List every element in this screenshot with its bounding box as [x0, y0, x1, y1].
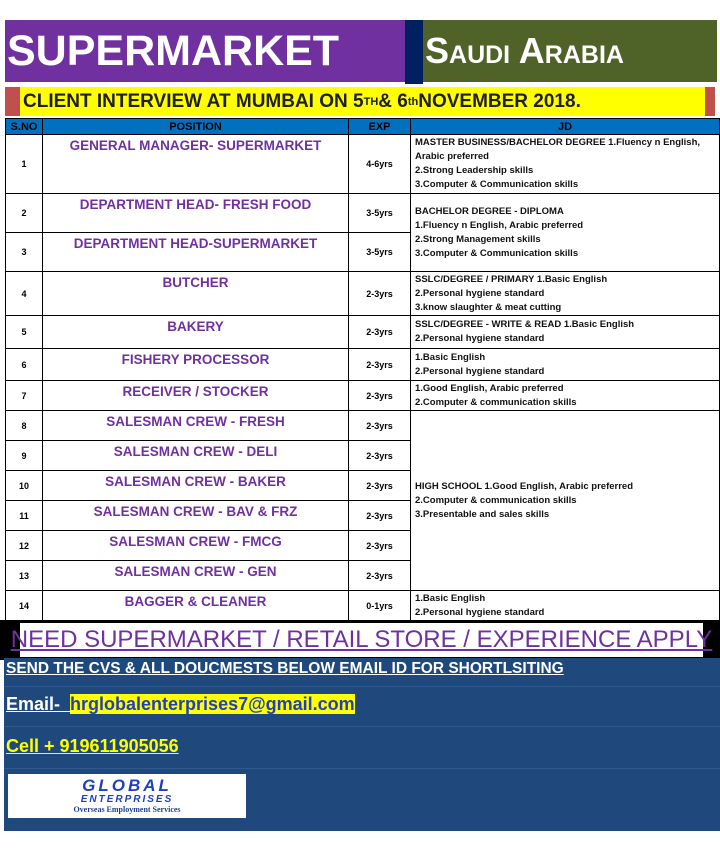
- jobs-table: [5, 118, 720, 621]
- row-position: RECEIVER / STOCKER: [43, 381, 349, 411]
- row-position: SALESMAN CREW - FMCG: [43, 531, 349, 561]
- row-position: SALESMAN CREW - DELI: [43, 441, 349, 471]
- row-jd: BACHELOR DEGREE - DIPLOMA 1.Fluency n English, Arabic preferred 2.Strong Management skills 3.Computer & Communication skills: [411, 194, 720, 272]
- row-jd: 1.Basic English 2.Personal hygiene standard: [411, 591, 720, 621]
- row-sno: 11: [6, 501, 43, 531]
- row-exp: 3-5yrs: [349, 233, 411, 272]
- sup-th: TH: [363, 95, 379, 108]
- title-divider: [405, 20, 423, 84]
- logo-line2: ENTERPRISES: [80, 794, 174, 805]
- contact-panel: [4, 658, 720, 831]
- table-row: [6, 272, 720, 316]
- logo-line3: Overseas Employment Services: [73, 805, 181, 814]
- row-exp: 3-5yrs: [349, 194, 411, 233]
- title-supermarket: SUPERMARKET: [5, 20, 405, 84]
- row-position: SALESMAN CREW - GEN: [43, 561, 349, 591]
- row-exp: 2-3yrs: [349, 411, 411, 441]
- apply-banner: [0, 620, 720, 660]
- row-sno: 13: [6, 561, 43, 591]
- row-jd: SSLC/DEGREE - WRITE & READ 1.Basic English 2.Personal hygiene standard: [411, 316, 720, 349]
- row-exp: 2-3yrs: [349, 441, 411, 471]
- row-jd: 1.Good English, Arabic preferred 2.Computer & communication skills: [411, 381, 720, 411]
- row-jd: 1.Basic English 2.Personal hygiene standard: [411, 349, 720, 381]
- email-link[interactable]: hrglobalenterprises7@gmail.com: [70, 694, 355, 714]
- header-jd: JD: [411, 119, 720, 135]
- row-exp: 2-3yrs: [349, 471, 411, 501]
- row-exp: 2-3yrs: [349, 349, 411, 381]
- header-sno: S.NO: [6, 119, 43, 135]
- interview-banner: [5, 87, 715, 116]
- row-sno: 7: [6, 381, 43, 411]
- row-sno: 2: [6, 194, 43, 233]
- row-position: BAGGER & CLEANER: [43, 591, 349, 621]
- row-sno: 14: [6, 591, 43, 621]
- email-label: Email-: [6, 694, 61, 714]
- row-position: DEPARTMENT HEAD-SUPERMARKET: [43, 233, 349, 272]
- send-instructions: SEND THE CVS & ALL DOUCMESTS BELOW EMAIL ID FOR SHORTLSITING: [6, 660, 564, 677]
- logo-line1: GLOBAL: [82, 776, 172, 795]
- interview-text: [20, 87, 705, 116]
- row-position: SALESMAN CREW - BAKER: [43, 471, 349, 501]
- header-position: POSITION: [43, 119, 349, 135]
- cell-number[interactable]: Cell + 919611905056: [6, 736, 179, 756]
- table-row: [6, 349, 720, 381]
- row-jd: MASTER BUSINESS/BACHELOR DEGREE 1.Fluency n English, Arabic preferred 2.Strong Leadership skills 3.Computer & Communication skills: [411, 135, 720, 194]
- table-row: [6, 591, 720, 621]
- divider: [4, 726, 720, 727]
- row-exp: 0-1yrs: [349, 591, 411, 621]
- row-sno: 3: [6, 233, 43, 272]
- row-exp: 2-3yrs: [349, 272, 411, 316]
- apply-text: NEED SUPERMARKET / RETAIL STORE / EXPERIENCE APPLY: [20, 623, 703, 657]
- row-exp: 2-3yrs: [349, 316, 411, 349]
- row-position: DEPARTMENT HEAD- FRESH FOOD: [43, 194, 349, 233]
- title-banner: [5, 20, 717, 84]
- sup-th2: th: [407, 95, 419, 108]
- divider: [4, 686, 720, 687]
- row-exp: 2-3yrs: [349, 501, 411, 531]
- row-position: BUTCHER: [43, 272, 349, 316]
- table-row: [6, 135, 720, 194]
- interview-text-mid: & 6: [378, 90, 408, 112]
- table-row: [6, 316, 720, 349]
- email-row: [6, 694, 355, 715]
- row-position: SALESMAN CREW - BAV & FRZ: [43, 501, 349, 531]
- interview-text-pre: CLIENT INTERVIEW AT MUMBAI ON 5: [23, 90, 364, 112]
- title-saudi-arabia: Saudi Arabia: [423, 20, 717, 84]
- row-position: BAKERY: [43, 316, 349, 349]
- row-position: FISHERY PROCESSOR: [43, 349, 349, 381]
- row-exp: 2-3yrs: [349, 561, 411, 591]
- row-exp: 2-3yrs: [349, 381, 411, 411]
- row-jd: SSLC/DEGREE / PRIMARY 1.Basic English 2.Personal hygiene standard 3.know slaughter & meat cutting: [411, 272, 720, 316]
- row-sno: 4: [6, 272, 43, 316]
- row-sno: 12: [6, 531, 43, 561]
- header-exp: EXP: [349, 119, 411, 135]
- row-sno: 9: [6, 441, 43, 471]
- row-sno: 6: [6, 349, 43, 381]
- row-sno: 8: [6, 411, 43, 441]
- row-jd: HIGH SCHOOL 1.Good English, Arabic preferred 2.Computer & communication skills 3.Presentable and sales skills: [411, 411, 720, 591]
- table-row: [6, 194, 720, 233]
- table-row: [6, 411, 720, 441]
- row-sno: 10: [6, 471, 43, 501]
- row-sno: 1: [6, 135, 43, 194]
- global-enterprises-logo: [8, 774, 246, 818]
- row-position: SALESMAN CREW - FRESH: [43, 411, 349, 441]
- row-exp: 2-3yrs: [349, 531, 411, 561]
- interview-text-post: NOVEMBER 2018.: [418, 90, 581, 112]
- table-row: [6, 381, 720, 411]
- row-position: GENERAL MANAGER- SUPERMARKET: [43, 135, 349, 194]
- row-exp: 4-6yrs: [349, 135, 411, 194]
- row-sno: 5: [6, 316, 43, 349]
- divider: [4, 768, 720, 769]
